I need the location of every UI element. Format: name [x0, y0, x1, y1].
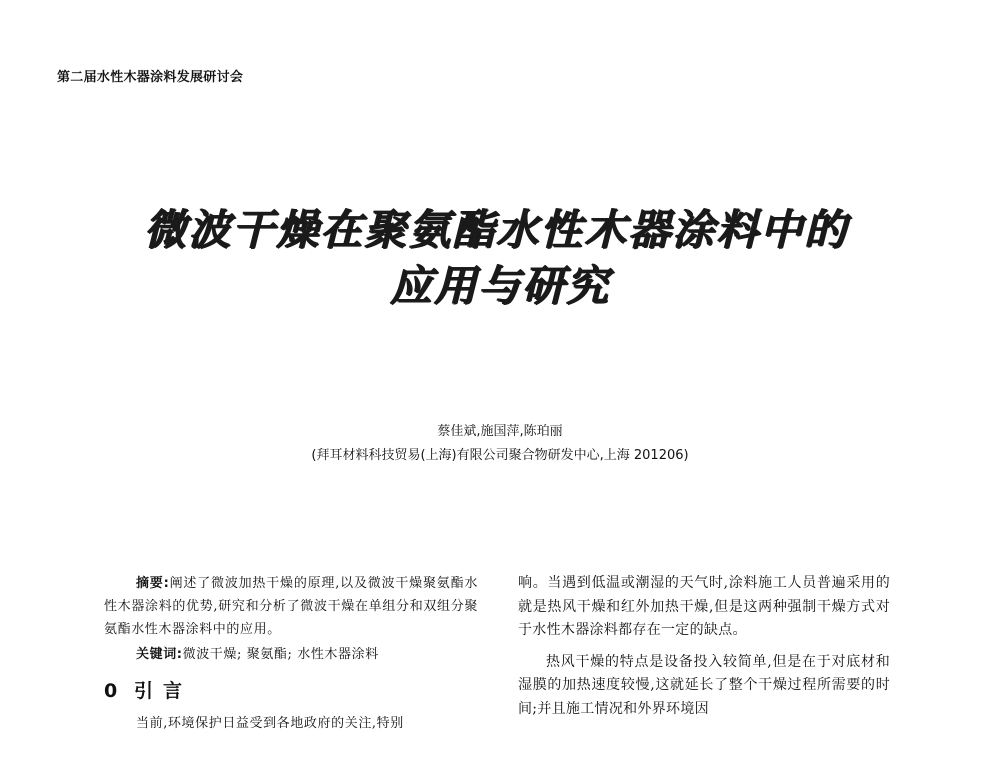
body-paragraph-2: 热风干燥的特点是设备投入较简单,但是在于对底材和湿膜的加热速度较慢,这就延长了整个干燥过程所需要的时间;并且施工情况和外界环境因: [518, 653, 890, 717]
abstract-text: 阐述了微波加热干燥的原理,以及微波干燥聚氨酯水性木器涂料的优势,研究和分析了微波干燥在单组分和双组分聚氨酯水性木器涂料中的应用。: [104, 576, 478, 637]
left-column: [104, 572, 478, 735]
intro-paragraph: 当前,环境保护日益受到各地政府的关注,特别: [136, 716, 404, 731]
title-line-2: 应用与研究: [389, 261, 610, 310]
keywords: [104, 643, 478, 666]
author-affiliation: (拜耳材料科技贸易(上海)有限公司聚合物研发中心,上海 201206): [311, 448, 689, 463]
keywords-label: 关键词:: [136, 647, 183, 662]
right-column: [518, 572, 890, 721]
section-number: 0: [104, 680, 118, 702]
running-header: 第二届水性木器涂料发展研讨会: [57, 70, 244, 85]
section-heading: [104, 678, 478, 704]
author-list: 蔡佳斌,施国萍,陈珀丽: [437, 424, 563, 439]
abstract-label: 摘要:: [136, 576, 170, 591]
abstract: [104, 572, 478, 641]
article-title: [0, 205, 1000, 311]
title-line-1: 微波干燥在聚氨酯水性木器涂料中的: [143, 205, 848, 254]
body-paragraph-1: 响。当遇到低温或潮湿的天气时,涂料施工人员普遍采用的就是热风干燥和红外加热干燥,但是这两种强制干燥方式对于水性木器涂料都存在一定的缺点。: [518, 575, 890, 638]
section-title: 引言: [134, 680, 193, 702]
keywords-text: 微波干燥; 聚氨酯; 水性木器涂料: [182, 647, 379, 662]
